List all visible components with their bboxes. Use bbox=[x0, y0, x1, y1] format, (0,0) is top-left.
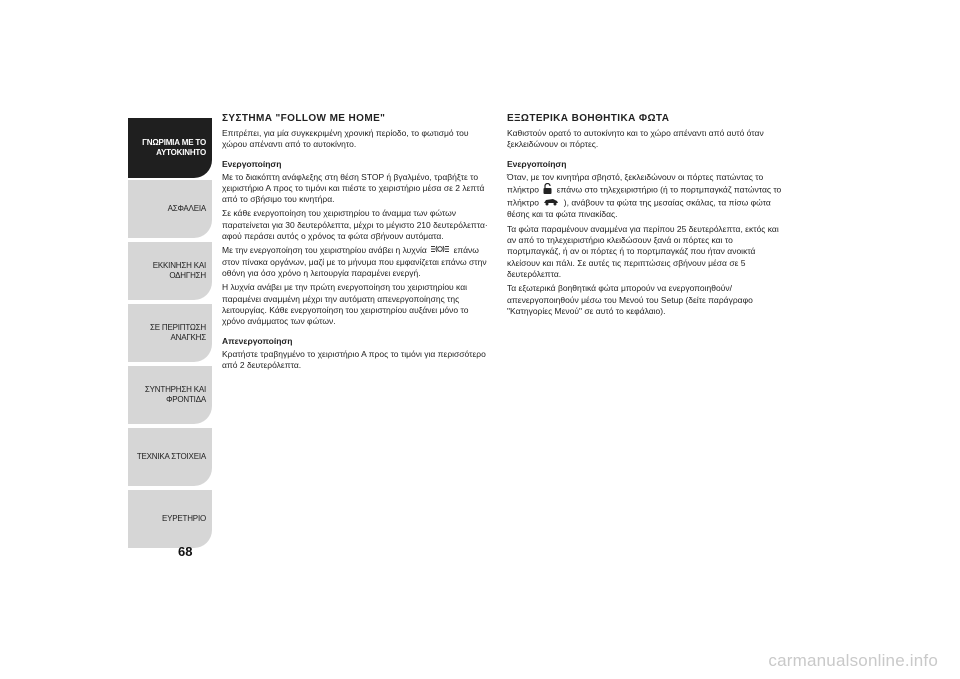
right-column bbox=[507, 113, 787, 320]
tab-index[interactable] bbox=[128, 490, 212, 548]
tab-starting-driving[interactable] bbox=[128, 242, 212, 300]
deactivation-paragraph: Κρατήστε τραβηγμένο το χειριστήριο Α προς το τιμόνι για περισσότερο από 2 δευτερόλεπτα. bbox=[222, 348, 486, 370]
tab-label-line2: ΑΝΑΓΚΗΣ bbox=[170, 333, 206, 342]
tab-label-line2: ΦΡΟΝΤΙΔΑ bbox=[166, 395, 206, 404]
tab-label-line1: ΕΥΡΕΤΗΡΙΟ bbox=[162, 514, 206, 523]
tab-emergency[interactable] bbox=[128, 304, 212, 362]
tab-label-line1: ΑΣΦΑΛΕΙΑ bbox=[167, 204, 206, 213]
activation-paragraph bbox=[507, 172, 787, 221]
intro-text: Επιτρέπει, για μία συγκεκριμένη χρονική περίοδο, το φωτισμό του χώρου απέναντι από το αυτοκίνητο. bbox=[222, 128, 469, 150]
tab-label-line2: ΟΔΗΓΗΣΗ bbox=[169, 271, 206, 280]
activation-paragraph: Με το διακόπτη ανάφλεξης στη θέση STOP ή βγαλμένο, τραβήξτε το χειριστήριο Α προς το τιμόνι και πιέστε το χειριστήριο μέσα σε 2 λεπτά από το σβήσιμο του κινητήρα. bbox=[222, 171, 485, 205]
tab-label-line1: ΣΥΝΤΗΡΗΣΗ ΚΑΙ bbox=[144, 385, 206, 394]
activation-heading: Ενεργοποίηση bbox=[222, 158, 282, 169]
text-segment: Όταν, με τον κινητήρα σβηστό, ξεκλειδώνουν οι πόρτες πατώντας το πλήκτρο bbox=[507, 171, 764, 195]
tab-label-line1: ΕΚΚΙΝΗΣΗ ΚΑΙ bbox=[152, 261, 206, 270]
left-column bbox=[222, 113, 492, 374]
activation-paragraph: Σε κάθε ενεργοποίηση του χειριστηρίου το άναμμα των φώτων παρατείνεται για 30 δευτερόλεπτα, μέχρι το μέγιστο 210 δευτερόλεπτα· αφού περάσει αυτός ο χρόνος τα φώτα σβήνουν αυτόματα. bbox=[222, 208, 488, 242]
activation-paragraph: Η λυχνία ανάβει με την πρώτη ενεργοποίηση του χειριστηρίου και παραμένει αναμμένη μέχρι την αυτόματη απενεργοποίησης της λειτουργίας. Κάθε ενεργοποίηση του χειριστηρίου αυξάνει μόνο το χρόνο ανάμματος των φώτων. bbox=[222, 282, 469, 327]
tab-technical-data[interactable] bbox=[128, 428, 212, 486]
activation-paragraph: Τα εξωτερικά βοηθητικά φώτα μπορούν να ενεργοποιηθούν/ απενεργοποιηθούν μέσω του Μενού του Setup (δείτε παράγραφο "Κατηγορίες Μενού" σε αυτό το κεφάλαιο). bbox=[507, 283, 753, 316]
activation-paragraph: Τα φώτα παραμένουν αναμμένα για περίπου 25 δευτερόλεπτα, εκτός και αν από το τηλεχειριστήριο κλειδώσουν ξανά οι πόρτες και το πορτμπαγκάζ, ή αν οι πόρτες ή το πορτμπαγκάζ που ήταν ανοικτά κλείσουν και πάλι. Σε αυτές τις περιπτώσεις σβήνουν μέσα σε 5 δευτερόλεπτα. bbox=[507, 223, 779, 279]
intro-text: Καθιστούν ορατό το αυτοκίνητο και το χώρο απέναντι από αυτό όταν ξεκλειδώνουν οι πόρτες. bbox=[507, 128, 764, 150]
section-title-exterior-courtesy-lights: ΕΞΩΤΕΡΙΚΑ ΒΟΗΘΗΤΙΚΑ ΦΩΤΑ bbox=[507, 113, 670, 124]
activation-heading: Ενεργοποίηση bbox=[507, 158, 567, 169]
tab-label-line1: ΓΝΩΡΙΜΙΑ ΜΕ ΤΟ bbox=[142, 138, 206, 147]
page-number: 68 bbox=[178, 544, 193, 559]
tab-safety[interactable] bbox=[128, 180, 212, 238]
activation-paragraph bbox=[222, 245, 492, 279]
deactivation-heading: Απενεργοποίηση bbox=[222, 335, 293, 346]
text-segment: επάνω στον πίνακα οργάνων, μαζί με το μήνυμα που εμφανίζεται επάνω στην οθόνη για όσο χρόνο η λειτουργία παραμένει ενεργή. bbox=[222, 245, 487, 279]
tab-maintenance[interactable] bbox=[128, 366, 212, 424]
section-title-follow-me-home: ΣΥΣΤΗΜΑ "FOLLOW ME HOME" bbox=[222, 113, 386, 124]
watermark: carmanualsonline.info bbox=[768, 651, 938, 670]
text-segment: επάνω στο τηλεχειριστήριο (ή το πορτμπαγκάζ πατώντας το πλήκτρο bbox=[507, 184, 782, 208]
unlock-icon bbox=[543, 183, 552, 197]
tab-getting-to-know-car[interactable] bbox=[128, 118, 212, 178]
tab-label-line1: ΤΕΧΝΙΚΑ ΣΤΟΙΧΕΙΑ bbox=[136, 452, 206, 461]
tab-label-line1: ΣΕ ΠΕΡΙΠΤΩΣΗ bbox=[150, 323, 206, 332]
tab-label-line2: ΑΥΤΟΚΙΝΗΤΟ bbox=[156, 148, 206, 157]
text-segment: ), ανάβουν τα φώτα της μεσαίας σκάλας, τα πίσω φώτα θέσης και τα φώτα πινακίδας. bbox=[507, 197, 771, 220]
trunk-car-icon bbox=[543, 197, 559, 209]
text-segment: Με την ενεργοποίηση του χειριστηρίου ανάβει η λυχνία bbox=[222, 245, 427, 256]
low-beam-light-icon bbox=[431, 245, 449, 256]
